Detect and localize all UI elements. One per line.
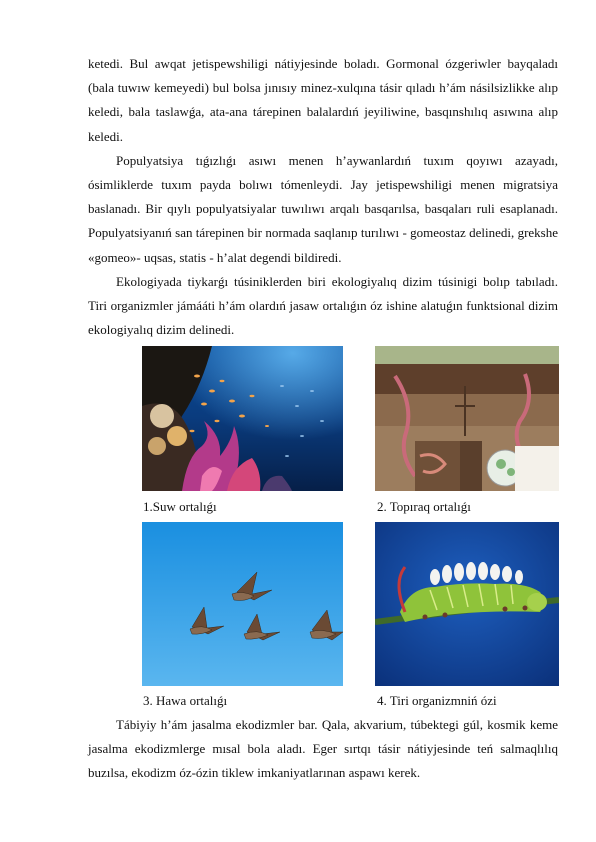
figure-caption: 2. Topıraq ortalıǵı <box>377 499 471 514</box>
coral-reef-photo <box>142 346 343 491</box>
paragraph: Tábiyiy h’ám jasalma ekodizmler bar. Qala, akvarium, túbektegi gúl, kosmik keme jasalma ekodizmlerge mısal bola aladı. Eger sırtqı tásir nátiyjesinde teń salmaqlılıq buzılsa, ekodizm óz-ózin tiklew imkaniyatlarınan aspawı kerek. <box>88 717 558 781</box>
caterpillar-photo <box>375 522 559 686</box>
flying-geese-photo <box>142 522 343 686</box>
figure-caption: 3. Hawa ortalıǵı <box>143 693 228 708</box>
soil-cross-section-photo <box>375 346 559 491</box>
figure-caption: 1.Suw ortalıǵı <box>143 499 217 514</box>
figure-caption: 4. Tiri organizmniń ózi <box>377 693 497 708</box>
paragraph: Populyatsiya tıǵızlıǵı asıwı menen h’aywanlardıń tuxım qoyıwı azayadı, ósimliklerde tuxım payda bolıwı tómenleydi. Jay jetispewshiligi menen migratsiya baslanadı. Bir qıylı populyatsiyalar tuwılıwı arqalı basqarılsa, basqaları ruli esaplanadı. Populyatsiyanıń san tárepinen bir normada saqlanıp turılıwı - gomeostaz delinedi, grekshe «gomeo»- uqsas, statis - h’alat degendi bildiredi. <box>88 152 558 265</box>
text-block-top <box>88 52 558 342</box>
paragraph: Ekologiyada tiykarǵı túsiniklerden biri ekologiyalıq dizim túsinigi bolıp tabıladı. Tiri organizmler jámááti h’ám olardıń jasaw ortalıǵın óz ishine alatuǵın funktsional dizim ekologiyalıq dizim delinedi. <box>88 273 558 338</box>
paragraph: ketedi. Bul awqat jetispewshiligi nátiyjesinde boladı. Gormonal ózgeriwler bayqaladı (bala tuwıw kemeyedi) bul bolsa jınısıy minez-xulqına tásir qıladı h’ám násilsizlikke alıp keledi, bala taslawǵa, ata-ana tárepinen balalardıń jeyiliwine, basqınshılıq asıwına alıp keledi. <box>88 56 558 144</box>
text-block-bottom <box>88 713 558 786</box>
